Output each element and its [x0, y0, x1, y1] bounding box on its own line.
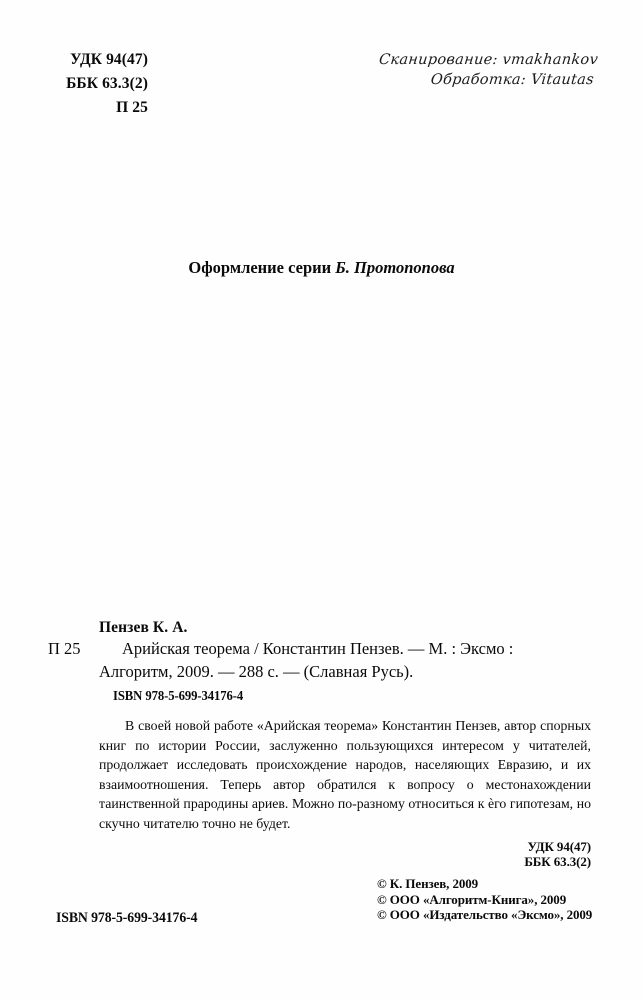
series-designer-name: Б. Протопопова [335, 258, 455, 277]
copyright-block [377, 876, 592, 923]
series-design-label: Оформление серии [188, 258, 332, 277]
biblio-shelf-mark: П 25 [48, 639, 81, 658]
scan-credit-scanning: Сканирование: vmakhankov [378, 52, 599, 68]
footer-isbn: ISBN 978-5-699-34176-4 [56, 910, 198, 926]
bbk-code-bottom: ББК 63.3(2) [524, 853, 591, 869]
shelf-mark-top: П 25 [116, 99, 148, 116]
classification-codes-top [40, 48, 148, 120]
udk-code-top: УДК 94(47) [70, 51, 148, 68]
bbk-code-top: ББК 63.3(2) [66, 75, 148, 92]
udk-code-bottom: УДК 94(47) [527, 838, 591, 854]
copyright-algoritm: © ООО «Алгоритм-Книга», 2009 [377, 891, 567, 907]
biblio-title-description: Арийская теорема / Константин Пензев. — М. : Эксмо : Алгоритм, 2009. — 288 с. — (Славная Русь). [99, 639, 514, 681]
biblio-author: Пензев К. А. [99, 619, 188, 636]
book-annotation: В своей новой работе «Арийская теорема» Константин Пензев, автор спорных книг по истории России, заслуженно пользующихся интересом у читателей, продолжает исследовать происхождение народов, населяющих Евразию, и их взаимоотношения. Теперь автор обратился к вопросу о местонахождении таинственной прародины ариев. Можно по-разному относиться к ѐго гипотезам, но скучно читателю точно не будет. [99, 718, 591, 831]
copyright-eksmo: © ООО «Издательство «Эксмо», 2009 [377, 907, 593, 922]
bibliographic-record [99, 618, 591, 869]
copyright-author: © К. Пензев, 2009 [377, 876, 479, 891]
biblio-isbn: ISBN 978-5-699-34176-4 [113, 688, 244, 703]
series-design-credit [0, 258, 643, 278]
scan-credit-watermark [376, 50, 599, 90]
classification-codes-bottom [99, 839, 591, 869]
scan-credit-processing: Обработка: Vitautas [430, 72, 595, 88]
